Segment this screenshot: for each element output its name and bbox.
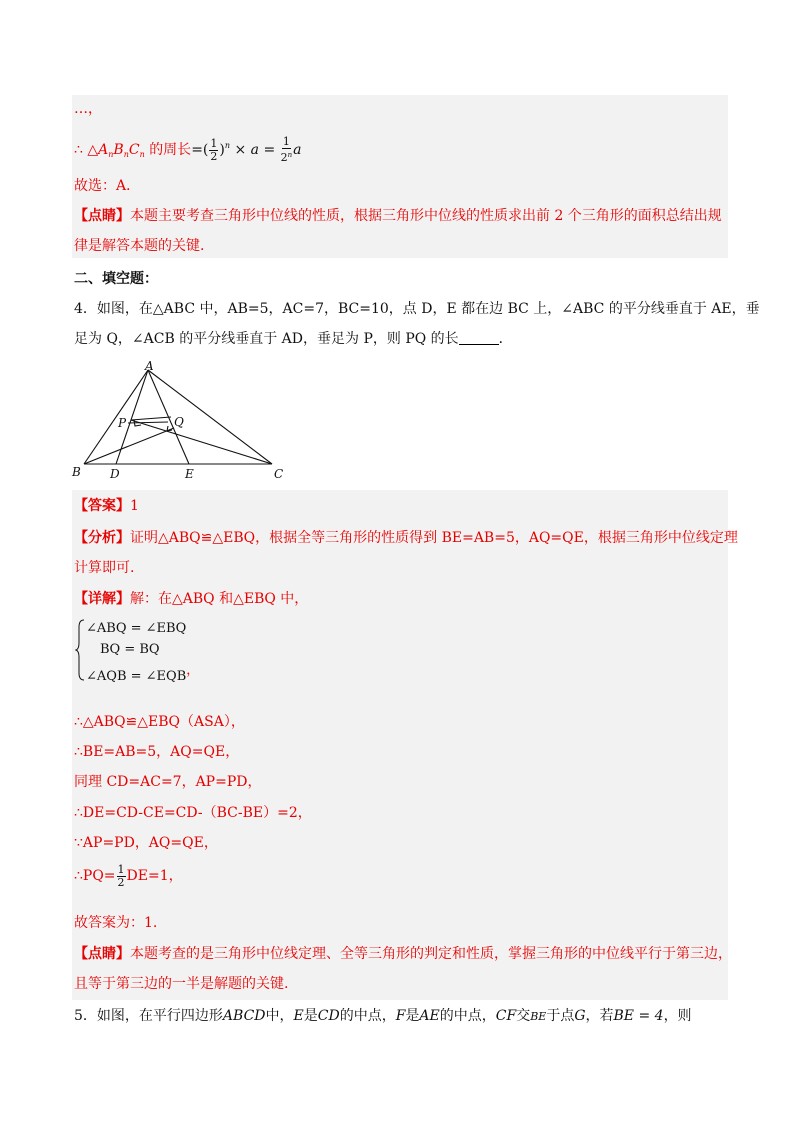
q5-part-1: 5．如图，在平行四边形	[74, 1008, 223, 1024]
pq-frac-den: 2	[117, 875, 125, 889]
q5-part-7: 交	[516, 1008, 531, 1024]
detail-label: 【详解】	[74, 591, 130, 607]
q5-var-be-eq: BE = 4	[613, 1008, 664, 1024]
q5-var-cd: CD	[317, 1008, 340, 1024]
q5-var-f: F	[395, 1008, 406, 1024]
analysis-label: 【分析】	[74, 530, 130, 546]
detail-intro: 解：在△ABQ 和△EBQ 中，	[130, 591, 309, 607]
step-1-text: ∴△ABQ≌△EBQ（ASA），	[74, 714, 245, 730]
detail-line	[74, 589, 308, 609]
sub-n-c: n	[139, 150, 145, 159]
step-5-text: ∵AP=PD，AQ=QE，	[74, 835, 218, 851]
comment-top-line1	[74, 206, 722, 226]
tri-letter-c: C	[128, 142, 140, 158]
frac2-exp: n	[287, 151, 293, 159]
eq-open: =(	[191, 142, 209, 158]
comment-main-line1	[74, 944, 732, 964]
q5-part-5: 是	[405, 1008, 420, 1024]
frac2-den-base: 2	[280, 151, 288, 164]
system-eq-2-text: BQ = BQ	[100, 642, 160, 657]
pq-frac-num: 1	[117, 862, 125, 876]
system-eq-3	[86, 661, 199, 687]
q5-var-e: E	[293, 1008, 304, 1024]
comment-text-2: 律是解答本题的关键.	[74, 238, 205, 254]
comment-main-label: 【点睛】	[74, 946, 130, 962]
choice-text: 故选：A．	[74, 178, 141, 194]
comment-main-text-1: 本题考查的是三角形中位线定理、全等三角形的判定和性质，掌握三角形的中位线平行于第三边，	[130, 946, 732, 962]
step-4-text: ∴DE=CD-CE=CD-（BC-BE）=2，	[74, 805, 312, 821]
perimeter-formula	[74, 134, 302, 167]
label-c: C	[274, 467, 284, 481]
sub-n-b: n	[123, 150, 129, 159]
bisector-b	[84, 428, 174, 464]
times-a: × a =	[234, 142, 276, 158]
system-comma: ，	[186, 663, 200, 678]
system-eq-2	[100, 640, 160, 660]
edge-ab	[84, 370, 148, 464]
tri-letter-a: A	[98, 142, 109, 158]
section-title-text: 二、填空题：	[74, 271, 158, 287]
ellipsis-text: …，	[74, 101, 102, 117]
solution-block-top	[72, 95, 728, 258]
system-eq-1	[86, 619, 186, 639]
pq-suffix: DE=1，	[126, 868, 183, 884]
pq-prefix: ∴PQ=	[74, 868, 116, 884]
q4-text-2-end: ．	[498, 331, 513, 347]
tri-letter-b: B	[113, 142, 124, 158]
q5-part-9: ，若	[585, 1008, 614, 1024]
one-over-2n	[281, 136, 293, 164]
q5-var-abcd: ABCD	[222, 1008, 266, 1024]
q5-var-be: BE	[530, 1010, 547, 1023]
analysis-text-1: 证明△ABQ≌△EBQ，根据全等三角形的性质得到 BE=AB=5，AQ=QE，根据三角形中位线定理	[130, 530, 738, 546]
comment-top-line2	[74, 236, 204, 256]
system-eq-3-text: ∠AQB = ∠EQB	[86, 669, 187, 684]
comment-label: 【点睛】	[74, 208, 130, 224]
frac-den: 2	[210, 149, 218, 163]
q5-part-6: 的中点，	[439, 1008, 496, 1024]
frac2-den	[281, 149, 293, 164]
comment-text-1: 本题主要考查三角形中位线的性质，根据三角形中位线的性质求出前 2 个三角形的面积总结出规	[130, 208, 722, 224]
triangle-figure	[68, 360, 298, 482]
sub-n-a: n	[108, 150, 114, 159]
step-2	[74, 742, 239, 762]
step-4	[74, 803, 312, 823]
q5-var-ae: AE	[419, 1008, 440, 1024]
q4-text-1: 4．如图，在△ABC 中，AB=5，AC=7，BC=10，点 D，E 都在边 BC 上，∠ABC 的平分线垂直于 AE，垂	[74, 301, 760, 317]
perimeter-label: 的周长	[149, 142, 192, 158]
answer-value: 1	[130, 498, 139, 514]
ellipsis-line	[74, 99, 102, 119]
q5-part-8: 于点	[546, 1008, 575, 1024]
final-answer	[74, 913, 157, 933]
section-title	[74, 269, 158, 289]
answer-label: 【答案】	[74, 498, 130, 514]
label-a: A	[145, 360, 154, 373]
label-p: P	[118, 416, 127, 430]
bisector-c	[131, 420, 272, 464]
q5-var-cf: CF	[495, 1008, 517, 1024]
exp-n: n	[224, 141, 231, 150]
comment-main-text-2: 且等于第三边的一半是解题的关键.	[74, 976, 289, 992]
paren-close: )	[219, 142, 225, 158]
step-1	[74, 712, 245, 732]
label-d: D	[110, 467, 120, 481]
system-brace	[75, 619, 85, 681]
q4-line1	[74, 299, 760, 319]
comment-main-line2	[74, 974, 288, 994]
step-5	[74, 833, 218, 853]
step-3	[74, 772, 261, 792]
q5-part-4: 的中点，	[339, 1008, 396, 1024]
frac2-num: 1	[282, 135, 290, 148]
q5-line	[74, 1006, 692, 1027]
choice-line	[74, 176, 140, 196]
answer-blank	[459, 330, 499, 345]
analysis-line1	[74, 528, 738, 548]
q4-text-2: 足为 Q，∠ACB 的平分线垂直于 AD，垂足为 P，则 PQ 的长	[74, 331, 459, 347]
q5-var-g: G	[574, 1008, 586, 1024]
analysis-line2	[74, 558, 134, 578]
q5-part-3: 是	[303, 1008, 318, 1024]
segment-pq	[131, 417, 171, 420]
q4-line2	[74, 329, 513, 349]
q5-part-2: 中，	[265, 1008, 294, 1024]
q5-part-10: ，则	[663, 1008, 692, 1024]
step-3-text: 同理 CD=AC=7，AP=PD，	[74, 774, 262, 790]
half-fraction	[209, 138, 218, 163]
label-e: E	[185, 467, 194, 481]
tail-a: a	[293, 142, 302, 158]
step-2-text: ∴BE=AB=5，AQ=QE，	[74, 744, 240, 760]
system-eq-1-text: ∠ABQ = ∠EBQ	[86, 621, 187, 636]
label-q: Q	[174, 415, 184, 429]
pq-half-fraction	[117, 864, 126, 889]
final-answer-text: 故答案为：1.	[74, 915, 158, 931]
answer-line	[74, 496, 139, 516]
analysis-text-2: 计算即可.	[74, 560, 135, 576]
frac-num: 1	[210, 136, 218, 150]
label-b: B	[72, 465, 81, 479]
therefore-triangle: ∴ △	[74, 142, 99, 158]
pq-line	[74, 862, 183, 890]
